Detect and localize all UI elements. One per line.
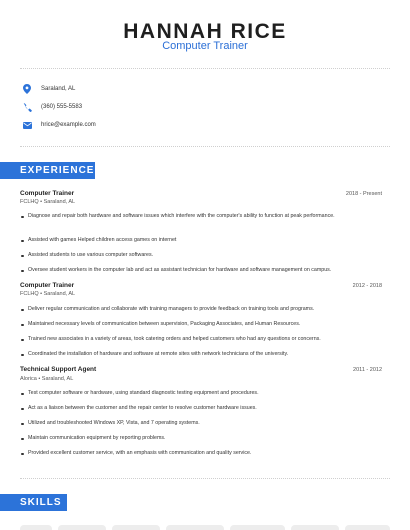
job-organization: FCLHQ • Saraland, AL xyxy=(20,291,76,297)
section-heading-experience: EXPERIENCE xyxy=(0,162,95,179)
section-heading-skills: SKILLS xyxy=(0,494,67,511)
location-text: Saraland, AL xyxy=(41,86,76,92)
job-bullet: Oversee student workers in the computer lab and act as assistant technician for hardware and software management on campus. xyxy=(20,266,365,275)
job-organization: Alorica • Saraland, AL xyxy=(20,376,74,382)
job-bullet: Provided excellent customer service, with an emphasis with communication and quality service. xyxy=(20,449,365,458)
job-dates: 2018 - Present xyxy=(345,191,382,197)
job-bullet: Diagnose and repair both hardware and software issues which interfere with the computer's ability to function at peak performance. xyxy=(20,212,365,221)
job-organization: FCLHQ • Saraland, AL xyxy=(20,199,76,205)
job-bullet: Test computer software or hardware, using standard diagnostic testing equipment and procedures. xyxy=(20,389,365,398)
contact-phone xyxy=(22,100,82,114)
job-title: Technical Support Agent xyxy=(20,366,97,373)
skill-tag xyxy=(166,525,224,530)
divider xyxy=(20,478,390,479)
job-bullet: Assisted with games Helped children access games on internet xyxy=(20,236,365,245)
skill-tag xyxy=(230,525,285,530)
contact-email xyxy=(22,118,96,132)
phone-text: (360) 555-5583 xyxy=(41,104,83,110)
job-bullet: Utilized and troubleshooted Windows XP, Vista, and 7 operating systems. xyxy=(20,419,365,428)
job-bullet: Coordinated the installation of hardware and software at remote sites with network technicians of the university. xyxy=(20,350,365,359)
resume-role: Computer Trainer xyxy=(162,40,248,52)
map-pin-icon xyxy=(22,84,32,94)
divider xyxy=(20,68,390,69)
job-bullet: Act as a liaison between the customer and the repair center to resolve customer hardware issues. xyxy=(20,404,365,413)
skill-tag xyxy=(291,525,339,530)
skill-tag xyxy=(345,525,390,530)
resume-name: HANNAH RICE xyxy=(123,20,287,43)
phone-icon xyxy=(22,102,32,112)
job-bullet: Maintained necessary levels of communication between supervision, Packaging Associates, and Human Resources. xyxy=(20,320,365,329)
envelope-icon xyxy=(22,120,32,130)
job-bullet: Assisted students to use various computer softwares. xyxy=(20,251,365,260)
contact-location xyxy=(22,82,75,96)
job-bullet: Maintain communication equipment by reporting problems. xyxy=(20,434,365,443)
divider xyxy=(20,146,390,147)
skill-tag xyxy=(20,525,52,530)
job-bullet: Deliver regular communication and collaborate with training managers to provide feedback on training tools and programs. xyxy=(20,305,365,314)
job-dates: 2012 - 2018 xyxy=(352,283,382,289)
job-bullet: Trained new associates in a variety of areas, took catering orders and helped customers who had any questions or concerns. xyxy=(20,335,365,344)
skill-tag xyxy=(58,525,106,530)
email-text: hrice@example.com xyxy=(41,122,96,128)
skill-tag xyxy=(112,525,160,530)
job-dates: 2011 - 2012 xyxy=(353,367,382,373)
job-title: Computer Trainer xyxy=(20,190,75,197)
job-title: Computer Trainer xyxy=(20,282,75,289)
